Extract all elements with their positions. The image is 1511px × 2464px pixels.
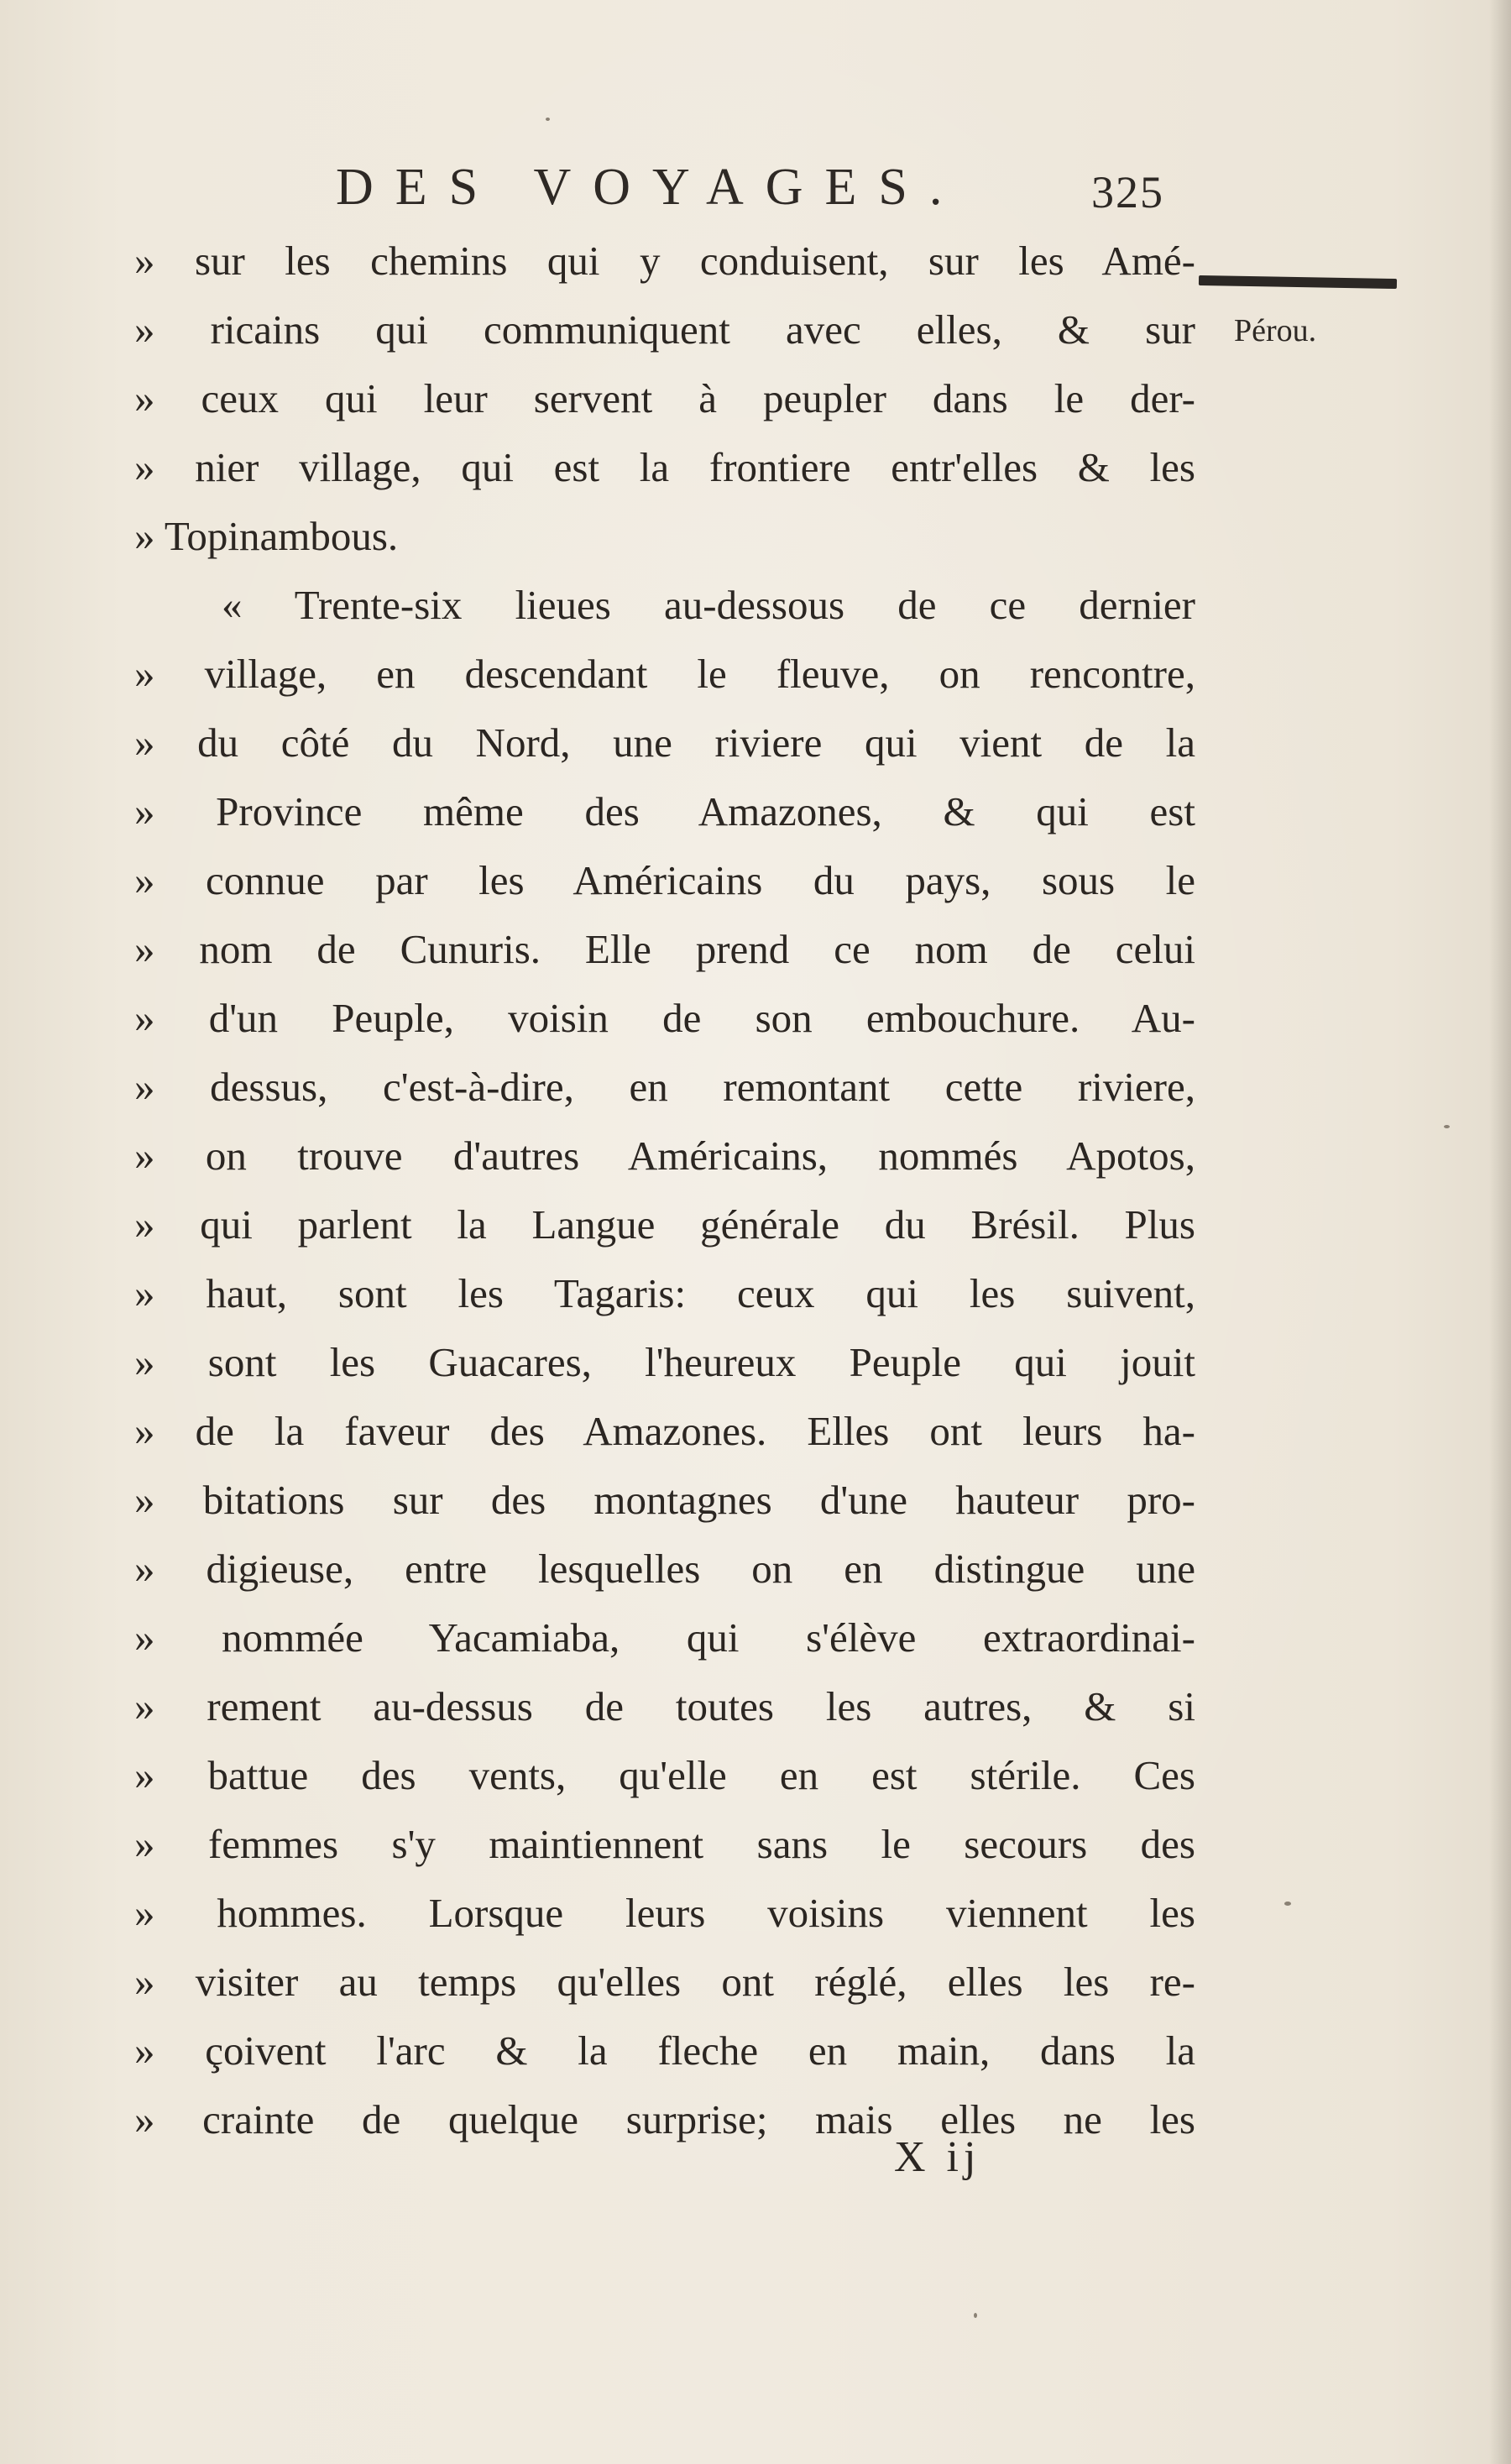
paper-speck: [974, 2313, 977, 2318]
margin-rule: [1199, 275, 1397, 289]
text-line: » sur les chemins qui y conduisent, sur les Amé-: [134, 238, 1195, 284]
text-line: » hommes. Lorsque leurs voisins viennent les: [134, 1890, 1195, 1936]
text-line: » sont les Guacares, l'heureux Peuple qui jouit: [134, 1339, 1195, 1385]
text-line: » rement au-dessus de toutes les autres, & si: [134, 1683, 1195, 1729]
text-line: » connue par les Américains du pays, sous le: [134, 857, 1195, 903]
text-line: » du côté du Nord, une riviere qui vient de la: [134, 719, 1195, 766]
text-line: » qui parlent la Langue générale du Brésil. Plus: [134, 1201, 1195, 1248]
text-line: » visiter au temps qu'elles ont réglé, elles les re-: [134, 1959, 1195, 2005]
page-header: [336, 158, 1175, 225]
margin-note: Pérou.: [1234, 313, 1317, 348]
text-line: » nom de Cunuris. Elle prend ce nom de celui: [134, 926, 1195, 972]
text-line: » digieuse, entre lesquelles on en distingue une: [134, 1546, 1195, 1592]
signature-mark: X ij: [894, 2133, 981, 2181]
text-line: » bitations sur des montagnes d'une hauteur pro-: [134, 1477, 1195, 1523]
text-line: » femmes s'y maintiennent sans le secours des: [134, 1821, 1195, 1867]
text-line: » on trouve d'autres Américains, nommés Apotos,: [134, 1133, 1195, 1179]
text-line: » d'un Peuple, voisin de son embouchure. Au-: [134, 995, 1195, 1041]
text-line: » village, en descendant le fleuve, on rencontre,: [134, 651, 1195, 697]
text-line: » battue des vents, qu'elle en est stérile. Ces: [134, 1752, 1195, 1798]
text-line: » dessus, c'est-à-dire, en remontant cette riviere,: [134, 1064, 1195, 1110]
text-line-paragraph-start: « Trente-six lieues au-dessous de ce dernier: [222, 582, 1195, 628]
page-edge-shadow: [1489, 0, 1511, 2464]
text-line: » de la faveur des Amazones. Elles ont leurs ha-: [134, 1408, 1195, 1454]
text-line: » nier village, qui est la frontiere entr'elles & les: [134, 444, 1195, 490]
paper-speck: [1284, 1902, 1291, 1906]
text-line: » crainte de quelque surprise; mais elles ne les: [134, 2096, 1195, 2142]
text-line: » ceux qui leur servent à peupler dans le der-: [134, 375, 1195, 421]
paper-speck: [1444, 1125, 1450, 1128]
text-line: » Topinambous.: [134, 513, 399, 559]
text-line: » çoivent l'arc & la fleche en main, dans la: [134, 2027, 1195, 2074]
page-number: 325: [1091, 167, 1164, 217]
text-line: » ricains qui communiquent avec elles, & sur: [134, 306, 1195, 353]
running-head: DES VOYAGES.: [336, 159, 965, 216]
text-line: » haut, sont les Tagaris: ceux qui les suivent,: [134, 1270, 1195, 1316]
text-line: » nommée Yacamiaba, qui s'élève extraordinai-: [134, 1614, 1195, 1661]
paper-speck: [546, 118, 550, 121]
body-text: [134, 227, 1209, 2154]
text-line: » Province même des Amazones, & qui est: [134, 788, 1195, 834]
